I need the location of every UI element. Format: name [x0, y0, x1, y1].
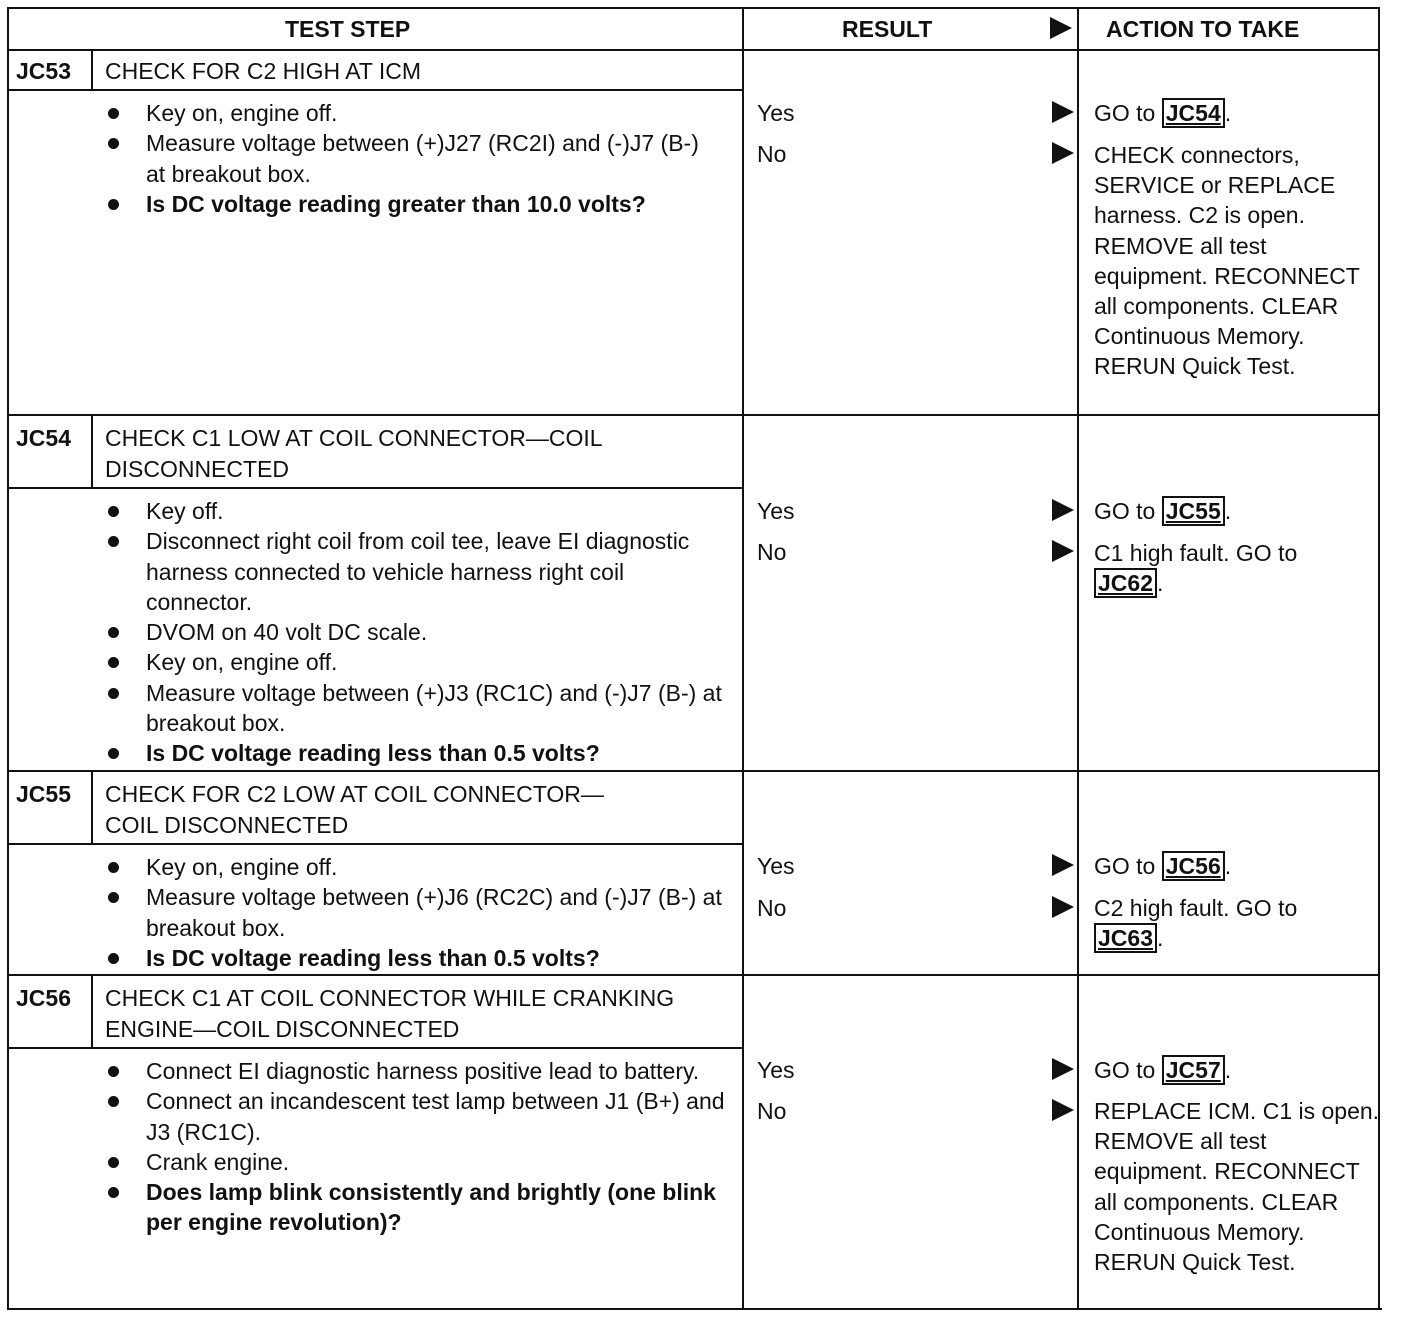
step-id-divider	[91, 974, 93, 1049]
checklist-question: Is DC voltage reading less than 0.5 volts?	[104, 738, 724, 768]
step-reference-link[interactable]: JC56	[1162, 851, 1225, 881]
checklist-item: DVOM on 40 volt DC scale.	[104, 617, 724, 647]
step-id: JC53	[16, 58, 71, 84]
step-checklist	[104, 1056, 729, 1238]
step-reference-link[interactable]: JC54	[1162, 98, 1225, 128]
arrow-icon	[1052, 1099, 1074, 1121]
header-action: ACTION TO TAKE	[1106, 16, 1300, 42]
step-title-underline	[8, 1047, 743, 1049]
checklist-question: Does lamp blink consistently and brightly (one blink per engine revolution)?	[104, 1177, 729, 1238]
checklist-item: Key on, engine off.	[104, 98, 724, 128]
step-title-underline	[8, 487, 743, 489]
step-checklist	[104, 852, 724, 973]
result-no: No	[757, 141, 787, 167]
checklist-question: Is DC voltage reading less than 0.5 volts?	[104, 943, 724, 973]
step-title: CHECK FOR C2 HIGH AT ICM	[105, 58, 422, 84]
action-no: REPLACE ICM. C1 is open. REMOVE all test equipment. RECONNECT all components. CLEAR Continuous Memory. RERUN Quick Test.	[1094, 1098, 1380, 1276]
arrow-icon	[1052, 896, 1074, 918]
checklist-item: Key on, engine off.	[104, 852, 724, 882]
action-yes: GO to JC56 .	[1094, 853, 1232, 879]
result-column-divider	[742, 7, 744, 1310]
header-arrow-icon	[1050, 17, 1072, 39]
result-no: No	[757, 1098, 787, 1124]
step-id-divider	[91, 770, 93, 845]
step-separator	[8, 974, 1380, 976]
result-yes: Yes	[757, 853, 795, 879]
step-checklist	[104, 496, 724, 769]
step-reference-link[interactable]: JC57	[1162, 1055, 1225, 1085]
action-yes: GO to JC55 .	[1094, 498, 1232, 524]
step-id-divider	[91, 414, 93, 489]
header-test-step: TEST STEP	[285, 16, 411, 42]
checklist-item: Disconnect right coil from coil tee, leave EI diagnostic harness connected to vehicle harness right coil connector.	[104, 526, 724, 617]
arrow-icon	[1052, 101, 1074, 123]
result-no: No	[757, 895, 787, 921]
checklist-item: Measure voltage between (+)J3 (RC1C) and (-)J7 (B-) at breakout box.	[104, 678, 724, 739]
checklist-item: Measure voltage between (+)J6 (RC2C) and (-)J7 (B-) at breakout box.	[104, 882, 724, 943]
result-yes: Yes	[757, 100, 795, 126]
action-no: CHECK connectors, SERVICE or REPLACE harness. C2 is open. REMOVE all test equipment. RECONNECT all components. CLEAR Continuous Memory. RERUN Quick Test.	[1094, 142, 1360, 380]
arrow-icon	[1052, 499, 1074, 521]
arrow-icon	[1052, 854, 1074, 876]
result-yes: Yes	[757, 498, 795, 524]
table-left-border	[7, 7, 9, 1310]
step-reference-link[interactable]: JC62	[1094, 568, 1157, 598]
checklist-item: Key off.	[104, 496, 724, 526]
step-separator	[8, 770, 1380, 772]
action-no: C2 high fault. GO to JC63 .	[1094, 895, 1298, 952]
step-separator	[8, 414, 1380, 416]
action-column-divider	[1077, 7, 1079, 1310]
checklist-question: Is DC voltage reading greater than 10.0 volts?	[104, 189, 724, 219]
result-yes: Yes	[757, 1057, 795, 1083]
checklist-item: Measure voltage between (+)J27 (RC2I) and (-)J7 (B-) at breakout box.	[104, 128, 724, 189]
step-id-divider	[91, 49, 93, 91]
step-id: JC56	[16, 985, 71, 1011]
action-no: C1 high fault. GO to JC62 .	[1094, 540, 1298, 597]
step-reference-link[interactable]: JC63	[1094, 923, 1157, 953]
step-id: JC54	[16, 425, 71, 451]
arrow-icon	[1052, 1058, 1074, 1080]
step-title-underline	[8, 89, 743, 91]
action-yes: GO to JC57 .	[1094, 1057, 1232, 1083]
checklist-item: Key on, engine off.	[104, 647, 724, 677]
table-top-border	[8, 7, 1380, 9]
arrow-icon	[1052, 142, 1074, 164]
step-title-underline	[8, 843, 743, 845]
checklist-item: Connect an incandescent test lamp between J1 (B+) and J3 (RC1C).	[104, 1086, 729, 1147]
step-title: CHECK C1 AT COIL CONNECTOR WHILE CRANKING ENGINE—COIL DISCONNECTED	[105, 985, 675, 1042]
step-checklist	[104, 98, 724, 219]
result-no: No	[757, 539, 787, 565]
step-title: CHECK FOR C2 LOW AT COIL CONNECTOR—COIL DISCONNECTED	[105, 781, 604, 838]
step-reference-link[interactable]: JC55	[1162, 496, 1225, 526]
checklist-item: Crank engine.	[104, 1147, 729, 1177]
step-id: JC55	[16, 781, 71, 807]
step-title: CHECK C1 LOW AT COIL CONNECTOR—COIL DISCONNECTED	[105, 425, 602, 482]
arrow-icon	[1052, 540, 1074, 562]
header-result: RESULT	[842, 16, 933, 42]
header-bottom-border	[8, 49, 1380, 51]
checklist-item: Connect EI diagnostic harness positive lead to battery.	[104, 1056, 729, 1086]
action-yes: GO to JC54 .	[1094, 100, 1232, 126]
table-bottom-border	[8, 1308, 1382, 1310]
